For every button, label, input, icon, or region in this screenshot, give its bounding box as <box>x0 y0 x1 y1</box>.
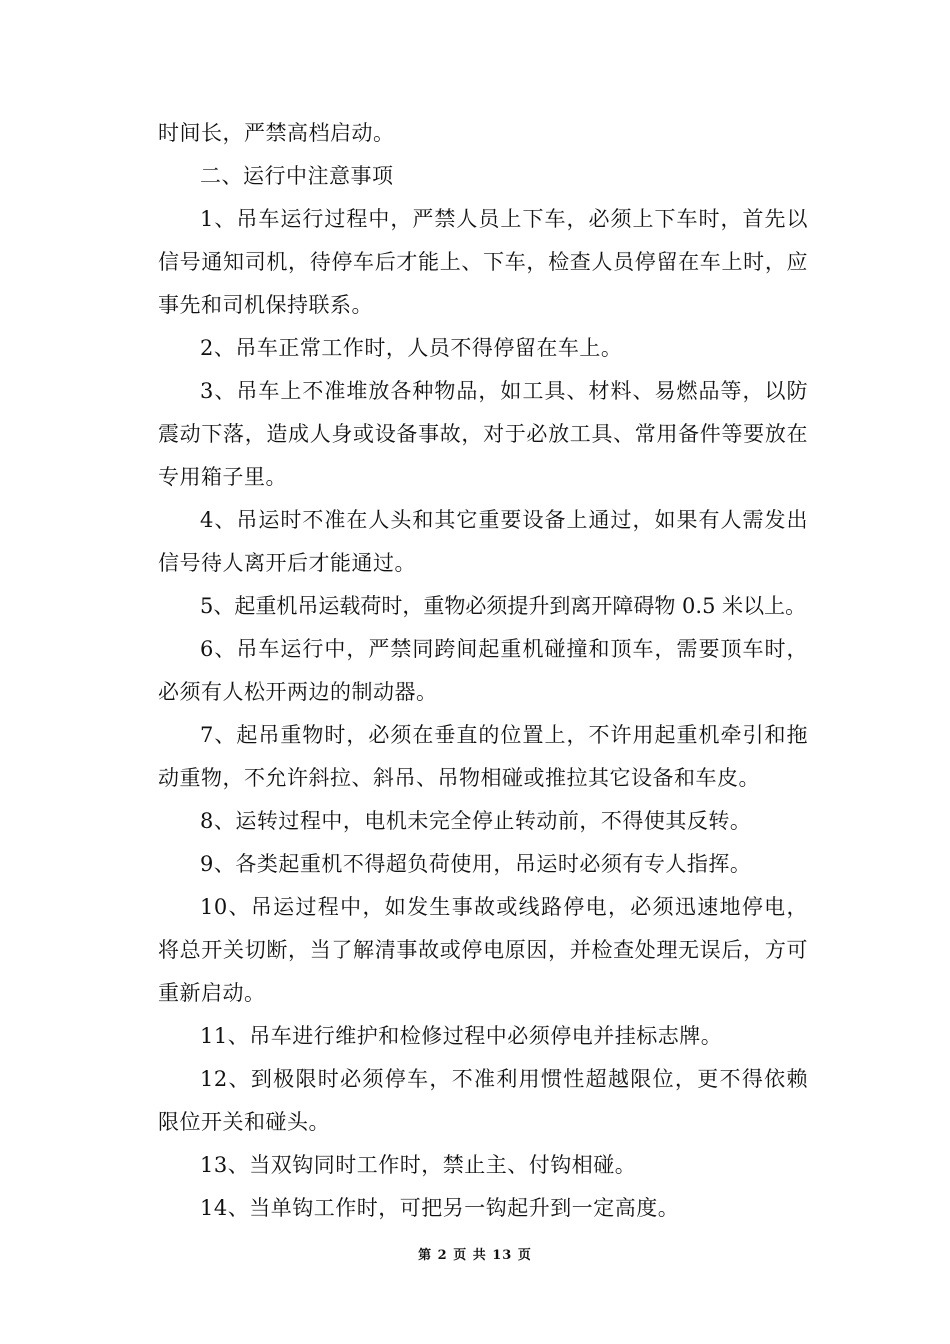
paragraph-continuation: 时间长，严禁高档启动。 <box>158 121 395 145</box>
document-body <box>158 112 808 1230</box>
paragraph-item-2: 2、吊车正常工作时，人员不得停留在车上。 <box>200 336 623 360</box>
paragraph-item-14: 14、当单钩工作时，可把另一钩起升到一定高度。 <box>200 1196 680 1220</box>
paragraph-item-12: 12、到极限时必须停车，不准利用惯性超越限位，更不得依赖限位开关和碰头。 <box>158 1067 808 1134</box>
paragraph-item-11: 11、吊车进行维护和检修过程中必须停电并挂标志牌。 <box>200 1024 723 1048</box>
paragraph-item-1: 1、吊车运行过程中，严禁人员上下车，必须上下车时，首先以信号通知司机，待停车后才能上、下车，检查人员停留在车上时，应事先和司机保持联系。 <box>158 207 808 317</box>
page-footer: 第 2 页 共 13 页 <box>418 1248 532 1263</box>
paragraph-item-13: 13、当双钩同时工作时，禁止主、付钩相碰。 <box>200 1153 637 1177</box>
paragraph-item-4: 4、吊运时不准在人头和其它重要设备上通过，如果有人需发出信号待人离开后才能通过。 <box>158 508 808 575</box>
paragraph-item-10: 10、吊运过程中，如发生事故或线路停电，必须迅速地停电，将总开关切断，当了解清事故或停电原因，并检查处理无误后，方可重新启动。 <box>158 895 808 1005</box>
section-heading: 二、运行中注意事项 <box>200 164 394 188</box>
paragraph-item-3: 3、吊车上不准堆放各种物品，如工具、材料、易燃品等，以防震动下落，造成人身或设备事故，对于必放工具、常用备件等要放在专用箱子里。 <box>158 379 808 489</box>
paragraph-item-5: 5、起重机吊运载荷时，重物必须提升到离开障碍物 0.5 米以上。 <box>200 594 807 618</box>
paragraph-item-6: 6、吊车运行中，严禁同跨间起重机碰撞和顶车，需要顶车时，必须有人松开两边的制动器。 <box>158 637 808 704</box>
paragraph-item-9: 9、各类起重机不得超负荷使用，吊运时必须有专人指挥。 <box>200 852 752 876</box>
paragraph-item-8: 8、运转过程中，电机未完全停止转动前，不得使其反转。 <box>200 809 752 833</box>
paragraph-item-7: 7、起吊重物时，必须在垂直的位置上，不许用起重机牵引和拖动重物，不允许斜拉、斜吊、吊物相碰或推拉其它设备和车皮。 <box>158 723 808 790</box>
